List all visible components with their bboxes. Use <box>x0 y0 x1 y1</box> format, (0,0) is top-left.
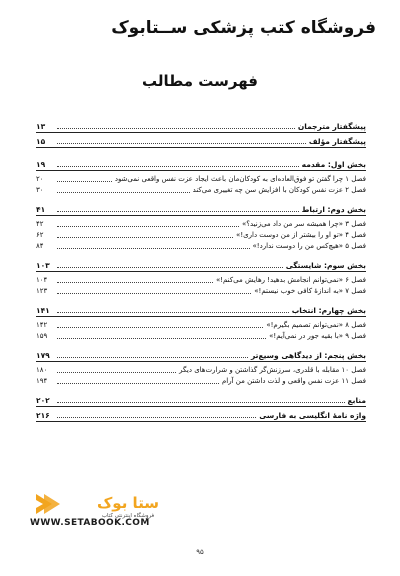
toc-chapter-row <box>36 240 366 251</box>
toc-section-row <box>36 349 366 360</box>
dot-leader <box>57 357 248 358</box>
toc-chapter-row <box>36 319 366 330</box>
dot-leader <box>57 166 299 167</box>
toc-entry-title: بخش دوم: ارتباط <box>301 205 366 214</box>
table-of-contents <box>36 120 366 424</box>
toc-entry-title: پیشگفتار مترجمان <box>297 122 366 131</box>
toc-entry-title: فصل ۷ «به اندازهٔ کافی خوب نیستم!» <box>254 287 366 295</box>
dot-leader <box>57 293 251 294</box>
toc-chapter-row <box>36 274 366 285</box>
toc-entry-title: منابع <box>347 396 366 405</box>
toc-page-number: ۲۰ <box>36 175 44 183</box>
dot-leader <box>57 372 176 373</box>
toc-entry-title: فصل ۴ «تو او را بیشتر از من دوست داری!» <box>236 231 366 239</box>
toc-page-number: ۱۵ <box>36 137 46 146</box>
dot-leader <box>57 192 190 193</box>
page-number: ۹۵ <box>196 548 204 556</box>
dot-leader <box>57 226 239 227</box>
toc-page-number: ۶۲ <box>36 231 44 239</box>
dot-leader <box>57 402 345 403</box>
section-divider <box>36 361 366 362</box>
toc-section-row <box>36 409 366 420</box>
toc-entry-title: فصل ۱۰ مقابله با قلدری، سرزنش‌گر گذاشتن و شرارت‌های دیگر <box>179 366 366 374</box>
toc-section-row <box>36 259 366 270</box>
dot-leader <box>57 237 233 238</box>
dot-leader <box>57 312 289 313</box>
toc-chapter-row <box>36 375 366 386</box>
section-divider <box>36 215 366 216</box>
toc-section-row <box>36 394 366 405</box>
section-divider <box>36 147 366 148</box>
dot-leader <box>57 211 299 212</box>
toc-entry-title: بخش چهارم: انتخاب <box>291 306 366 315</box>
toc-chapter-row <box>36 218 366 229</box>
toc-entry-title: بخش پنجم: از دیدگاهی وسیع‌تر <box>251 351 366 360</box>
toc-entry-title: واژه نامهٔ انگلیسی به فارسی <box>259 411 366 420</box>
dot-leader <box>57 383 219 384</box>
toc-page-number: ۱۴۱ <box>36 306 50 315</box>
toc-entry-title: فصل ۵ «هیچ‌کس من را دوست ندارد!» <box>252 242 366 250</box>
toc-section-row <box>36 135 366 146</box>
section-divider <box>36 316 366 317</box>
dot-leader <box>57 282 213 283</box>
dot-leader <box>57 248 250 249</box>
toc-page-number: ۱۵۹ <box>36 332 48 340</box>
toc-page-number: ۴۲ <box>36 220 44 228</box>
toc-page-number: ۱۴۲ <box>36 321 48 329</box>
dot-leader <box>57 338 266 339</box>
toc-section-row <box>36 120 366 131</box>
dot-leader <box>57 327 263 328</box>
toc-page-number: ۳۰ <box>36 186 44 194</box>
toc-section-row <box>36 158 366 169</box>
toc-page-number: ۸۴ <box>36 242 44 250</box>
logo-chevron-icon <box>36 494 60 514</box>
toc-page-number: ۱۹ <box>36 160 46 169</box>
section-divider <box>36 271 366 272</box>
store-title: فروشگاه کتب پزشکی ســتابوک <box>111 18 376 38</box>
logo-tagline: فروشگاه اینترنتی کتاب <box>101 513 155 519</box>
toc-entry-title: فصل ۱۱ عزت نفس واقعی و لذت داشتن من آرام <box>221 377 366 385</box>
toc-entry-title: فصل ۹ «با بقیه جور در نمی‌آیم!» <box>269 332 366 340</box>
toc-chapter-row <box>36 229 366 240</box>
toc-entry-title: پیشگفتار مؤلف <box>308 137 366 146</box>
toc-page-number: ۱۷۹ <box>36 351 50 360</box>
toc-entry-title: فصل ۲ عزت نفس کودکان با افزایش سن چه تغییری می‌کند <box>192 186 366 194</box>
dot-leader <box>57 143 306 144</box>
toc-section-row <box>36 203 366 214</box>
toc-page-number: ۱۸۰ <box>36 366 48 374</box>
toc-page-number: ۱۲۳ <box>36 287 48 295</box>
toc-page-number: ۲۰۲ <box>36 396 50 405</box>
toc-page-number: ۱۹۴ <box>36 377 48 385</box>
dot-leader <box>57 181 112 182</box>
toc-page-number: ۴۱ <box>36 205 46 214</box>
section-divider <box>36 132 366 133</box>
toc-title: فهرست مطالب <box>142 72 258 90</box>
dot-leader <box>57 417 256 418</box>
section-divider <box>36 406 366 407</box>
toc-entry-title: بخش اول: مقدمه <box>301 160 366 169</box>
toc-entry-title: فصل ۱ چرا گفتن تو فوق‌العاده‌ای به کودکان‌مان باعث ایجاد عزت نفس واقعی نمی‌شود <box>114 175 366 183</box>
dot-leader <box>57 128 295 129</box>
section-divider <box>36 421 366 422</box>
toc-page-number: ۲۱۶ <box>36 411 50 420</box>
toc-page-number: ۱۳ <box>36 122 46 131</box>
toc-page-number: ۱۰۴ <box>36 276 48 284</box>
toc-chapter-row <box>36 285 366 296</box>
section-divider <box>36 170 366 171</box>
toc-entry-title: فصل ۸ «نمی‌توانم تصمیم بگیرم!» <box>266 321 366 329</box>
toc-entry-title: بخش سوم: شایستگی <box>285 261 366 270</box>
toc-page-number: ۱۰۳ <box>36 261 50 270</box>
toc-chapter-row <box>36 364 366 375</box>
logo-brand-text: ستا بوک <box>96 494 160 512</box>
toc-entry-title: فصل ۶ «نمی‌توانم انجامش بدهید! رهایش می‌کنم!» <box>215 276 366 284</box>
toc-entry-title: فصل ۳ «چرا همیشه سر من داد می‌زنید؟» <box>241 220 366 228</box>
toc-chapter-row <box>36 184 366 195</box>
dot-leader <box>57 267 283 268</box>
website-url: WWW.SETABOOK.COM <box>30 518 150 528</box>
toc-chapter-row <box>36 330 366 341</box>
toc-chapter-row <box>36 173 366 184</box>
toc-section-row <box>36 304 366 315</box>
